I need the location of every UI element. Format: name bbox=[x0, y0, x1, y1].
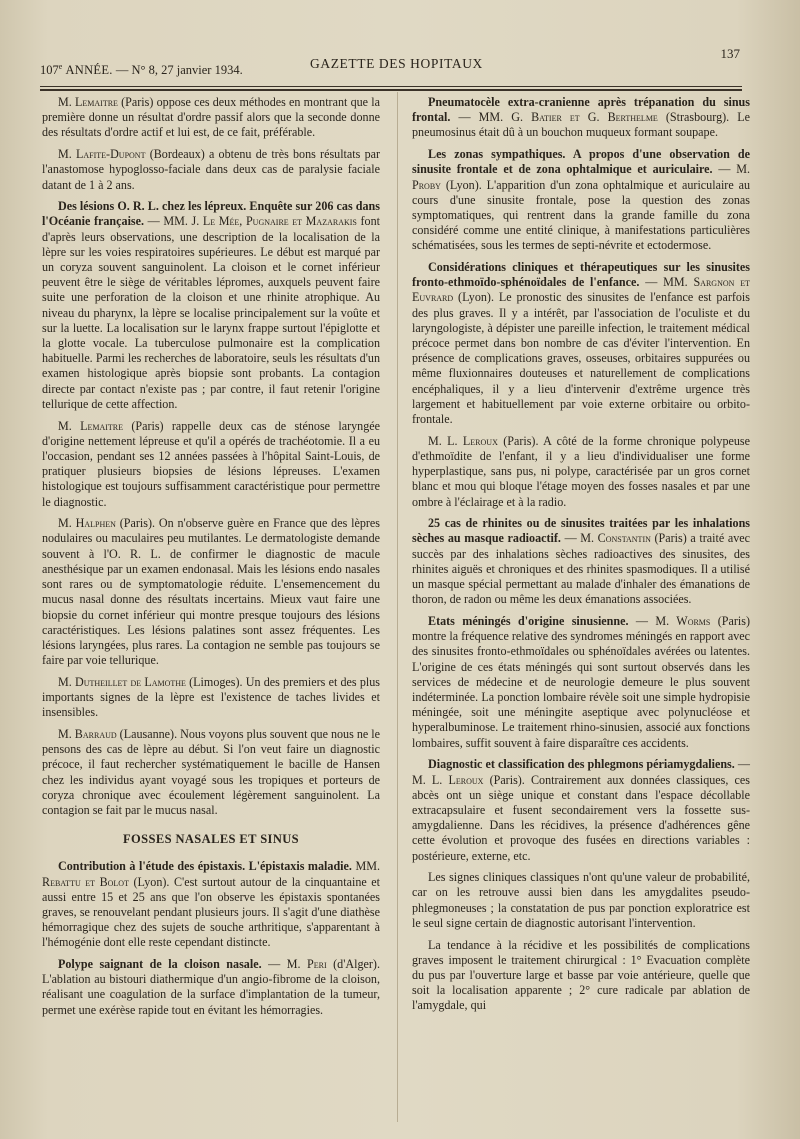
article-title: Les zonas sympathiques. A propos d'une observation de sinusite frontale et de zona ophtalmique et auriculaire. bbox=[412, 147, 750, 177]
paragraph bbox=[42, 957, 380, 1018]
author: — M. Constantin bbox=[560, 531, 651, 546]
issue-date: — N° 8, 27 janvier 1934. bbox=[112, 63, 243, 78]
author: M. Dutheillet de Lamothe bbox=[58, 674, 186, 689]
journal-title: GAZETTE DES HOPITAUX bbox=[310, 56, 483, 71]
author: MM. Rebattu et Bolot bbox=[42, 859, 380, 889]
year: 107 bbox=[40, 63, 59, 78]
paragraph bbox=[412, 434, 750, 510]
annee-label: ANNÉE. bbox=[65, 63, 113, 78]
year-suffix: e bbox=[58, 62, 63, 71]
paragraph bbox=[412, 260, 750, 427]
paragraph bbox=[42, 95, 380, 141]
body-text: (Lyon). C'est surtout autour de la cinquantaine et aussi entre 15 et 25 ans que l'on observe les épistaxis spontanées graves, se renouvelant pendant plusieurs jours. Il s'agit d'une diathèse hémorragique chez des sujets de souche arthritique, s'apparentant à l'hémogénie dont elle reste cependant distincte. bbox=[42, 874, 380, 950]
paragraph bbox=[42, 199, 380, 412]
paragraph bbox=[42, 147, 380, 193]
body-text: (Limoges). Un des premiers et des plus importants signes de la lèpre est l'existence de taches livides et insensibles. bbox=[42, 674, 380, 720]
author: — M. Proby bbox=[412, 162, 750, 192]
article-title: Contribution à l'étude des épistaxis. L'épistaxis maladie. bbox=[58, 859, 352, 874]
header-rule-thick bbox=[40, 89, 742, 91]
body-text: Les signes cliniques classiques n'ont qu'une valeur de probabilité, car on les retrouve aussi bien dans les amygdalites pseudo-phlegmoneuses ; la constatation de pus par ponction exploratrice est le seul signe certain de diagnostic autorisant l'intervention. bbox=[412, 870, 750, 930]
author: M. Lafite-Dupont bbox=[58, 147, 146, 162]
author: M. Barraud bbox=[58, 726, 117, 741]
paragraph bbox=[412, 614, 750, 751]
paragraph bbox=[42, 516, 380, 668]
issue-line bbox=[40, 62, 243, 78]
body-text: (Bordeaux) a obtenu de très bons résultats par l'anastomose hypoglosso-faciale dans deux cas de paralysie faciale datant de 1 à 2 ans. bbox=[42, 147, 381, 192]
page-header bbox=[40, 46, 748, 80]
body-text: (Lyon). L'apparition d'un zona ophtalmique et auriculaire au cours d'une sinusite frontale, pose la question des zonas symptomatiques, qui rentrent dans la grande famille du zona considéré comme une entité clinique, à manifestations particulières schématisées, sous les termes de septi-névrite et ectodermose. bbox=[412, 177, 750, 253]
author: — MM. J. Le Mée, Pugnaire et Mazarakis bbox=[144, 214, 357, 229]
body-text: (Paris) oppose ces deux méthodes en montrant que la première donne un résultat d'ordre passif alors que la seconde donne des résultats d'ordre actif et lui est, de ce fait, préférable. bbox=[42, 95, 380, 140]
body-text: (Paris). A côté de la forme chronique polypeuse d'ethmoïdite de l'enfant, il y a lieu d'individualiser une forme hyperplastique, sans pus, ni polype, caractérisée par un gros cornet blanc et mou qui bloque l'étage moyen des fosses nasales et par une ombre à l'éclairage et à la radio. bbox=[412, 433, 750, 509]
article-title: Considérations cliniques et thérapeutiques sur les sinusites fronto-ethmoïdo-sphénoïdales de l'enfance. bbox=[412, 260, 750, 290]
article-title: Etats méningés d'origine sinusienne. bbox=[428, 614, 629, 628]
author: — M. Peri bbox=[261, 957, 327, 972]
author: M. L. Leroux bbox=[428, 433, 498, 448]
body-text: (Strasbourg). Le pneumosinus était dû à un bouchon muqueux formant soupape. bbox=[412, 110, 750, 140]
right-column bbox=[412, 95, 750, 1020]
body-text: La tendance à la récidive et les possibilités de complications graves imposent le traitement chirurgical : 1° Evacuation complète du pus par l'ouverture large et basse par voie antérieure, quelle que soit la localisation apparente ; 2° cure radicale par ablation de l'amygdale, qui bbox=[412, 937, 750, 1013]
author: — MM. G. Batier et G. Berthelme bbox=[450, 110, 658, 125]
body-text: font d'après leurs observations, une description de la localisation de la lèpre sur les voies respiratoires supérieures. Le début est marqué par un coryza souvent sanguinolent. La cloison et le cornet inférieur peuvent être le siège de véritables lépromes, auxquels peuvent faire suite une perforation de la cloison et une rhinite atrophique. Au niveau du pharynx, la lèpre se localise principalement sur la voûte et sur la luette. La localisation sur le larynx frappe surtout l'épiglotte et la glotte vocale. La tuberculose pulmonaire est la complication habituelle. Parmi les recherches de laboratoire, seuls les résultats d'un examen histologique après biopsie sont probants. La contagion directe par contact n'existe pas ; par contre, il faut retenir l'origine tellurique de cette affection. bbox=[42, 214, 380, 411]
article-title: 25 cas de rhinites ou de sinusites traitées par les inhalations sèches au masque radioactif. bbox=[412, 516, 750, 546]
article-title: Polype saignant de la cloison nasale. bbox=[58, 957, 262, 972]
author: — MM. Sargnon et Euvrard bbox=[412, 275, 750, 305]
author: — M. L. Leroux bbox=[412, 757, 750, 787]
author: — M. Worms bbox=[628, 614, 711, 628]
paragraph bbox=[42, 675, 380, 721]
body-text: (Lausanne). Nous voyons plus souvent que nous ne le pensons des cas de lèpre au début. Si l'on veut faire un diagnostic précoce, il faut rechercher systématiquement le bacille de Hansen chez les individus ayant voyagé sous les tropiques et porteurs de coryza chronique avec écoulement légèrement sanguinolent. La contagion se fait par le mucus nasal. bbox=[42, 726, 380, 817]
body-text: (Paris). Contrairement aux données classiques, ces abcès ont un siège unique et constant dans l'espace décollable extracapsulaire et fusent secondairement vers la fossette sus-amygdalienne. Dans les récidives, la présence d'adhérences gêne cette évolution et provoque des fusées en directions variables : postérieure, externe, etc. bbox=[412, 772, 750, 863]
body-text: (Paris) montre la fréquence relative des syndromes méningés en rapport avec des sinusites fronto-ethmoïdales ou sphénoïdales avérées ou latentes. L'origine de ces états méningés qui sont surtout observés dans les services de médecine et de neurologie demeure le plus souvent indéterminée. La ponction lombaire révèle soit une simple hydropisie méningée, soit une méningite aseptique avec polynucléose et hyperalbuminose. Le traitement rhino-sinusien, associé aux fonctions lombaires, suffit souvent à faire disparaître ces accidents. bbox=[412, 614, 750, 750]
paragraph bbox=[412, 757, 750, 863]
header-rule bbox=[40, 86, 742, 87]
left-column bbox=[42, 95, 380, 1024]
body-text: (Lyon). Le pronostic des sinusites de l'enfance est parfois des plus graves. Il y a intérêt, par l'association de l'oculiste et du laryngologiste, à dépister une pareille infection, le traitement médical précoce permet dans bon nombre de cas d'éviter l'intervention. En présence de complications graves, osseuses, orbitaires suppurées ou même fluxionnaires douteuses et naturellement de complications encéphaliques, il y a lieu d'intervenir d'extrême urgence très largement et habituellement par voie externe orbitaire ou orbito-frontale. bbox=[412, 290, 750, 427]
section-heading: FOSSES NASALES ET SINUS bbox=[122, 832, 300, 847]
paragraph bbox=[412, 870, 750, 931]
article-title: Diagnostic et classification des phlegmons périamygdaliens. bbox=[428, 757, 735, 772]
author: M. Lemaitre bbox=[58, 418, 124, 433]
article-title: Pneumatocèle extra-cranienne après trépanation du sinus frontal. bbox=[412, 95, 750, 125]
page-number: 137 bbox=[720, 46, 740, 61]
author: M. Lemaitre bbox=[58, 95, 118, 109]
paragraph bbox=[42, 727, 380, 818]
paragraph bbox=[412, 516, 750, 607]
paragraph bbox=[42, 859, 380, 950]
author: M. Halphen bbox=[58, 516, 116, 531]
article-title: Des lésions O. R. L. chez les lépreux. Enquête sur 206 cas dans l'Océanie française. bbox=[42, 199, 380, 229]
body-text: (Paris) a traité avec succès par des inhalations sèches radioactives des sinusites, des rhinites aiguës et chroniques et des rhinites spasmodiques. Il a utilisé un masque spécial permettant au malade d'inhaler des émanations de thoron, de radon ou même les deux émanations associées. bbox=[412, 531, 750, 607]
body-text: (d'Alger). L'ablation au bistouri diathermique d'un angio-fibrome de la cloison, réalisant une coagulation de la surface d'implantation de la tumeur, permet une exérèse rapide tout en évitant les hémorragies. bbox=[42, 957, 380, 1017]
paragraph bbox=[412, 938, 750, 1014]
paragraph bbox=[42, 419, 380, 510]
paragraph bbox=[412, 147, 750, 253]
body-text: (Paris) rappelle deux cas de sténose laryngée d'origine nettement lépreuse et qu'il a opérés de trachéotomie. Il a eu l'occasion, pendant ses 12 années passées à l'hôpital Saint-Louis, de pratiquer plusieurs biopsies de lésions lépreuses. L'examen histologique est toujours suffisamment caractéristique pour permettre le diagnostic. bbox=[42, 418, 380, 509]
paragraph bbox=[412, 95, 750, 141]
column-divider bbox=[397, 92, 398, 1122]
body-text: (Paris). On n'observe guère en France que des lèpres nodulaires ou maculaires peu mutilantes. Le dermatologiste demande souvent à l'O. R. L. de confirmer le diagnostic de macule anesthésique par un examen endonasal. Mais les lésions endo nasales sont rares ou de symptomatologie réduite. L'ensemencement du mucus nasal donne des résultats incertains. Mieux vaut faire une biopsie du cornet inférieur qui montre presque toujours des lésions caractéristiques. Les lésions palatines sont assez fréquentes. Les lésions laryngées, plus rares. La contagion ne semble pas toujours se faire par voie tellurique. bbox=[42, 516, 380, 668]
